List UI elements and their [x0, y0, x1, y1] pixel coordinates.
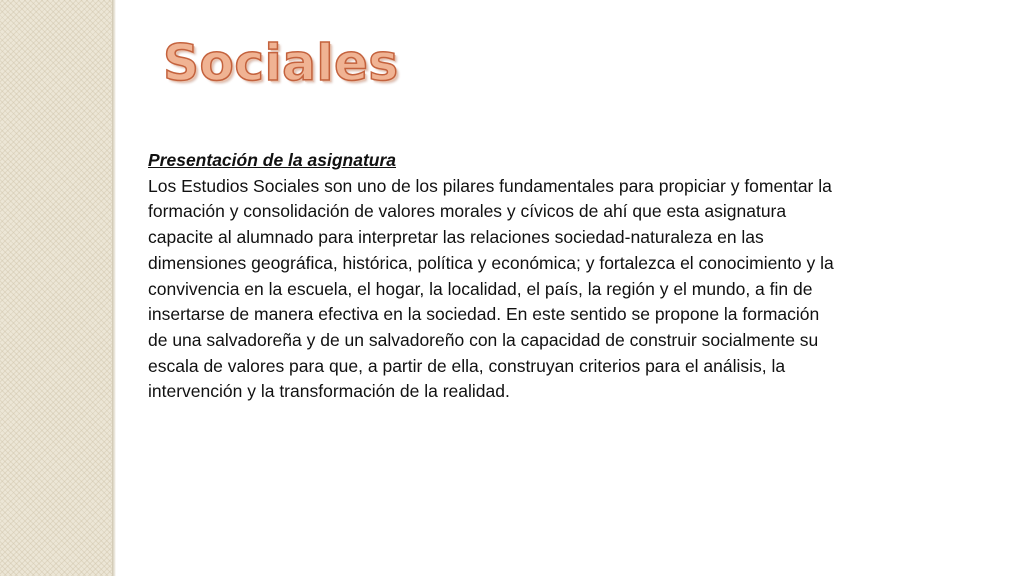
body-paragraph: Los Estudios Sociales son uno de los pilares fundamentales para propiciar y fomentar la formación y consolidación de valores morales y cívicos de ahí que esta asignatura capacite al alumnado para interpretar las relaciones sociedad-naturaleza en las dimensiones geográfica, histórica, política y económica; y fortalezca el conocimiento y la convivencia en la escuela, el hogar, la localidad, el país, la región y el mundo, a fin de insertarse de manera efectiva en la sociedad. En este sentido se propone la formación de una salvadoreña y de un salvadoreño con la capacidad de construir socialmente su escala de valores para que, a partir de ella, construyan criterios para el análisis, la intervención y la transformación de la realidad. [148, 175, 834, 402]
side-band-edge [112, 0, 116, 576]
slide-content [148, 148, 838, 405]
section-subtitle: Presentación de la asignatura [148, 150, 397, 170]
decorative-side-band [0, 0, 112, 576]
slide-title: Sociales [163, 34, 399, 92]
